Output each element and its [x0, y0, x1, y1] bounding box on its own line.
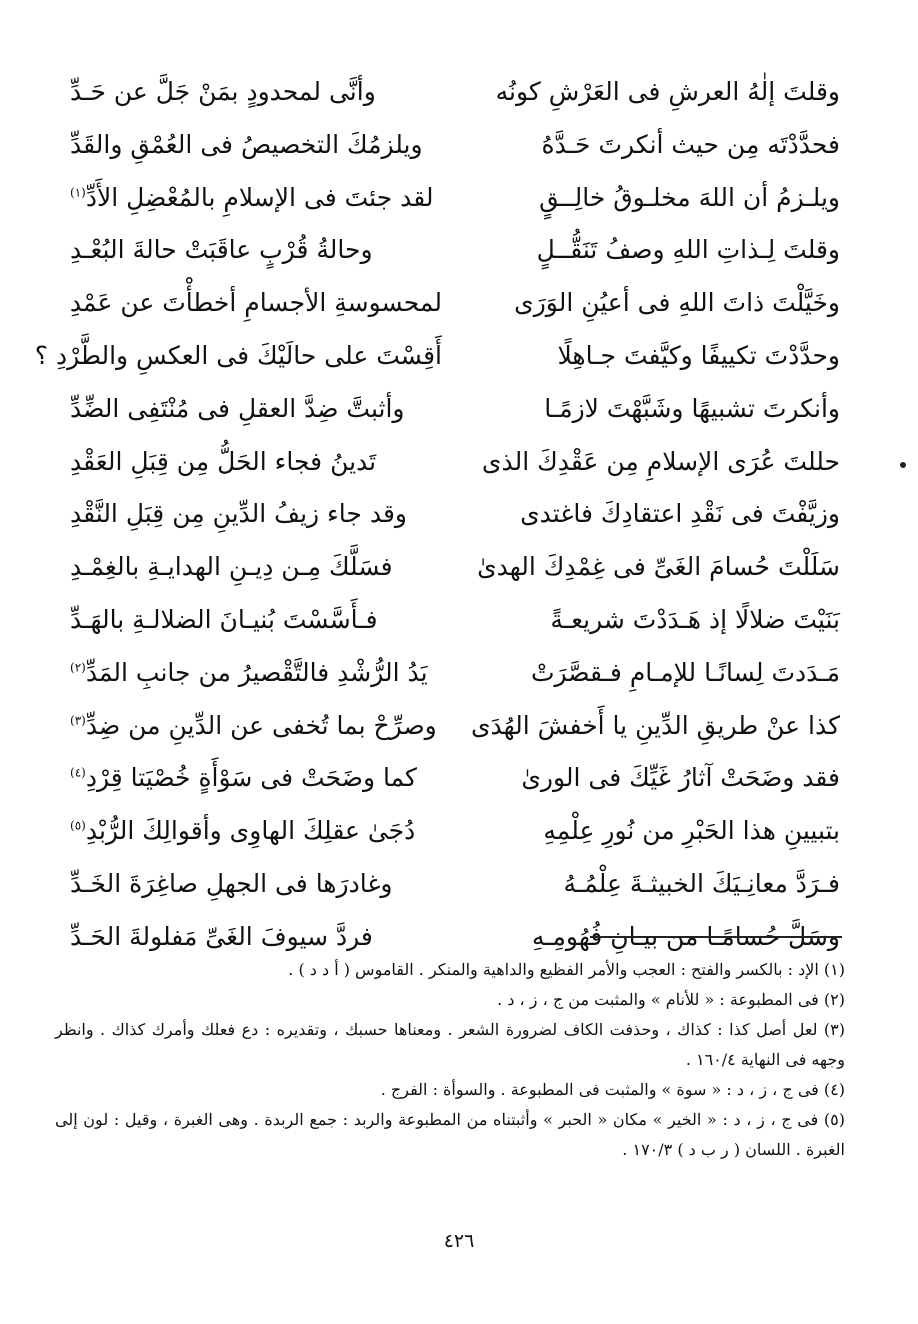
verse-line: [70, 700, 840, 753]
verse-first-hemistich: وقلتَ إلٰهُ العرشِ فى العَرْشِ كونُه: [495, 77, 840, 106]
verse-line: [70, 594, 840, 647]
verse-second-hemistich: [70, 594, 442, 647]
verse-second-hemistich-text: لقد جئتَ فى الإسلامِ بالمُعْضِلِ الأَدِّ: [85, 182, 434, 212]
verse-second-hemistich-text: وقد جاء زيفُ الدِّينِ مِن قِبَلِ النَّقْدِ: [70, 499, 407, 529]
verse-second-hemistich: [70, 66, 442, 119]
verse-second-hemistich-text: وصرِّحْ بما تُخفى عن الدِّينِ من ضِدِّ: [85, 710, 437, 740]
footnote-item: (٢) فى المطبوعة : « للأنام » والمثبت من ج ، ز ، د .: [497, 990, 845, 1009]
verse-line: [70, 277, 840, 330]
verse-first-hemistich: فـرَدَّ معانِـيَكَ الخبيثـةَ عِلْمُـهُ: [563, 868, 840, 898]
verse-second-hemistich: [70, 224, 442, 277]
verse-line: [70, 805, 840, 858]
footnote-marker: (٥): [70, 818, 86, 833]
verse-first-hemistich: وحدَّدْتَ تكييفًا وكيَّفتَ جـاهِلًا: [557, 340, 840, 370]
verse-second-hemistich: [70, 805, 442, 858]
verse-line: [70, 119, 840, 172]
verse-second-hemistich: [70, 541, 442, 594]
verse-line: [70, 858, 840, 911]
footnotes: [55, 955, 845, 1165]
verse-second-hemistich-text: تَدينُ فجاء الحَلُّ مِن قِبَلِ العَقْدِ: [70, 446, 377, 476]
poem-body: [34, 66, 840, 964]
verse-first-hemistich: بَنَيْتَ ضلالًا إذ هَـدَدْتَ شريعـةً: [550, 604, 840, 634]
verse-first-hemistich: بتبيينِ هذا الحَبْرِ من نُورِ عِلْمِهِ: [543, 816, 840, 846]
footnote-separator: [590, 936, 842, 938]
verse-second-hemistich: [70, 436, 442, 489]
margin-speck: [900, 462, 906, 468]
verse-second-hemistich: [70, 647, 442, 700]
footnote-marker: (٢): [70, 660, 86, 675]
verse-second-hemistich-text: وغادرَها فى الجهلِ صاغِرَةَ الخَـدِّ: [70, 868, 393, 898]
verse-second-hemistich-text: وأنَّى لمحدودٍ بمَنْ جَلَّ عن حَـدِّ: [70, 77, 376, 106]
verse-first-hemistich: حللتَ عُرَى الإسلامِ مِن عَقْدِكَ الذى: [481, 446, 840, 476]
verse-second-hemistich-text: كما وضَحَتْ فى سَوْأَةٍ خُصْيَتا قِرْدِ: [85, 763, 417, 793]
verse-first-hemistich: ويلـزمُ أن اللهَ مخلـوقُ خالِــقٍ: [539, 182, 840, 212]
footnote-item: (٣) لعل أصل كذا : كذاك ، وحذفت الكاف لضرورة الشعر . ومعناها حسبك ، وتقديره : دع فعلك وأمرك كذاك . وانظر وجهه فى النهاية ١٦٠/٤ .: [55, 1020, 845, 1069]
verse-second-hemistich: [70, 858, 442, 911]
verse-line: [70, 752, 840, 805]
footnote-marker: (١): [70, 185, 86, 200]
verse-first-hemistich: فحدَّدْتَه مِن حيث أنكرتَ حَـدَّهُ: [541, 129, 840, 159]
verse-second-hemistich: [70, 383, 442, 436]
verse-second-hemistich-text: فسَلَّكَ مِـن دِيـنِ الهدايـةِ بالغِمْـدِ: [70, 552, 393, 582]
verse-first-hemistich: مَـدَدتَ لِسانًـا للإمـامِ فـقصَّرَتْ: [530, 657, 840, 687]
verse-second-hemistich-text: فـأَسَّسْتَ بُنيـانَ الضلالـةِ بالهَـدِّ: [70, 604, 378, 634]
verse-line: [34, 330, 840, 383]
verse-line: [70, 488, 840, 541]
verse-line: [70, 647, 840, 700]
verse-first-hemistich: وزيَّفْتَ فى نَقْدِ اعتقادِكَ فاغتدى: [520, 499, 840, 529]
verse-second-hemistich: [70, 172, 442, 225]
verse-second-hemistich-text: فردَّ سيوفَ الغَىِّ مَفلولةَ الحَـدِّ: [70, 921, 373, 951]
verse-second-hemistich-text: يَدُ الرُّشْدِ فالتَّقْصيرُ من جانبِ المَدِّ: [85, 657, 428, 687]
verse-second-hemistich: [70, 119, 442, 172]
verse-second-hemistich: [70, 488, 442, 541]
verse-line: [70, 224, 840, 277]
footnote-item: (١) الإد : بالكسر والفتح : العجب والأمر الفظيع والداهية والمنكر . القاموس ( أ د د ) .: [288, 960, 845, 979]
verse-first-hemistich: وخَيَّلْتَ ذاتَ اللهِ فى أعيُنِ الوَرَى: [514, 288, 840, 318]
verse-second-hemistich-text: وحالةُ قُرْبٍ عاقَبَتْ حالةَ البُعْـدِ: [70, 235, 373, 265]
verse-first-hemistich: كذا عنْ طريقِ الدِّينِ يا أَخفشَ الهُدَى: [470, 710, 840, 740]
verse-second-hemistich-text: لمحسوسةِ الأجسامِ أخطأْتَ عن عَمْدِ: [69, 288, 442, 318]
verse-first-hemistich: وأنكرتَ تشبيهًا وشَبَّهْتَ لازمًـا: [544, 393, 840, 423]
footnote-item: (٥) فى ج ، ز ، د : « الخير » مكان « الحبر » وأثبتناه من المطبوعة والربد : جمع الربدة . وهى الغبرة ، وقيل : لون إلى الغبرة . اللسان ( ر ب د ) ١٧٠/٣ .: [55, 1110, 845, 1159]
verse-second-hemistich-text: ويلزمُكَ التخصيصُ فى العُمْقِ والقَدِّ: [70, 129, 423, 159]
verse-first-hemistich: وسَلَّ حُسامًـا من بيـانِ فُهُومِـهِ: [531, 921, 840, 951]
verse-line: [70, 541, 840, 594]
verse-second-hemistich-text: وأثبتَّ ضِدَّ العقلِ فى مُنْتَفِى الضِّدِّ: [70, 393, 405, 423]
verse-first-hemistich: سَلَلْتَ حُسامَ الغَىِّ فى غِمْدِكَ الهدىٰ: [477, 552, 840, 582]
verse-line: [70, 66, 840, 119]
verse-line: [70, 383, 840, 436]
verse-first-hemistich: فقد وضَحَتْ آثارُ غَيِّكَ فى الورىٰ: [521, 763, 840, 793]
verse-second-hemistich: [70, 752, 442, 805]
footnote-marker: (٤): [70, 766, 86, 781]
footnote-marker: (٣): [70, 713, 86, 728]
verse-line: [70, 436, 840, 489]
footnote-item: (٤) فى ج ، ز ، د : « سوة » والمثبت فى المطبوعة . والسوأة : الفرج .: [380, 1080, 845, 1099]
verse-second-hemistich-text: أَقِسْتَ على حالَيْكَ فى العكسِ والطَّرْدِ ؟: [34, 340, 442, 370]
verse-line: [70, 172, 840, 225]
verse-second-hemistich: [70, 700, 442, 753]
verse-second-hemistich: [34, 330, 442, 383]
verse-second-hemistich: [70, 277, 442, 330]
page-number: ٤٢٦: [443, 1230, 475, 1252]
verse-second-hemistich-text: دُجَىٰ عقلِكَ الهاوِى وأقوالِكَ الرُّبْدِ: [85, 816, 416, 846]
verse-first-hemistich: وقلتَ لِـذاتِ اللهِ وصفُ تَنَقُّــلٍ: [536, 235, 840, 265]
